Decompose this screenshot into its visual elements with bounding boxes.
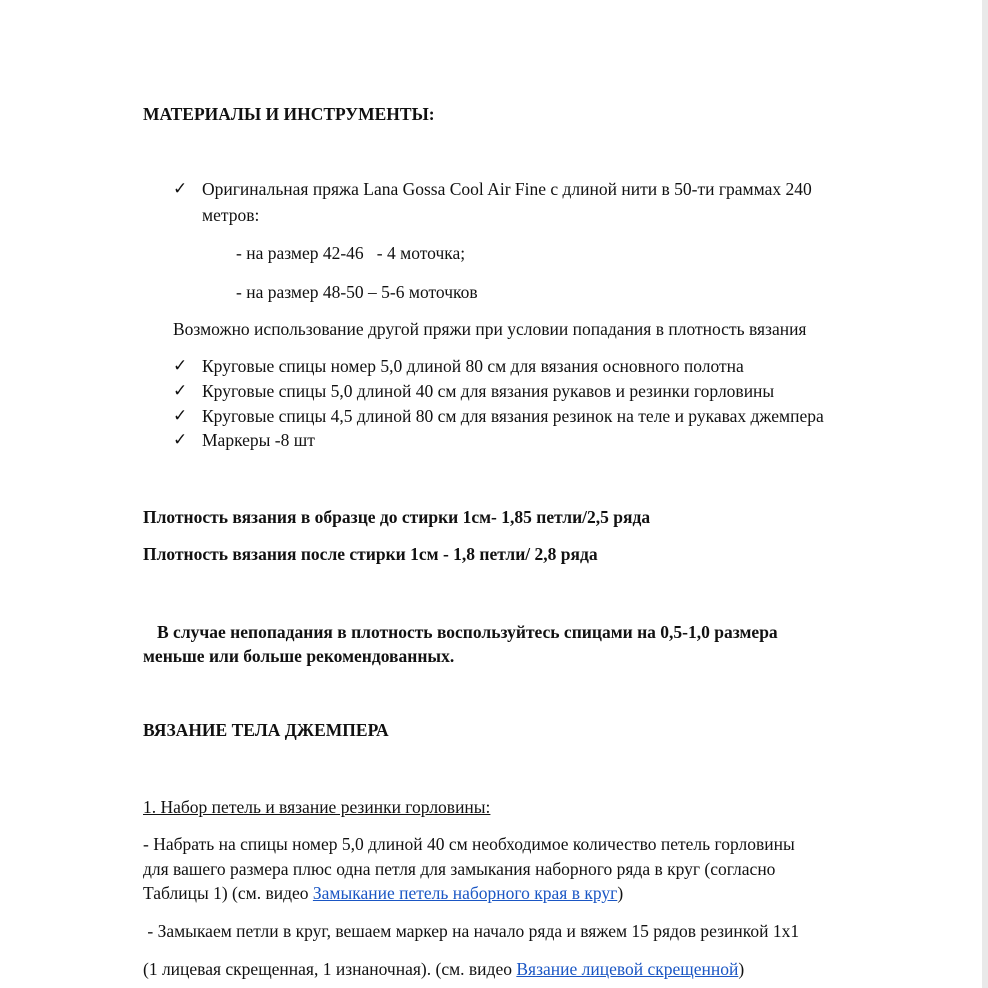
yarn-size2: - на размер 48-50 – 5-6 моточков [236, 282, 478, 302]
video-link-closing-cast-on[interactable]: Замыкание петель наборного края в круг [312, 883, 618, 903]
yarn-line1: Оригинальная пряжа Lana Gossa Cool Air Fine с длиной нити в 50-ти граммах 240 [202, 179, 812, 199]
step1-p2-line2-suffix: ) [738, 959, 745, 979]
warning-line2: меньше или больше рекомендованных. [143, 646, 455, 666]
step1-p1-line2: для вашего размера плюс одна петля для замыкания наборного ряда в круг (согласно [143, 859, 776, 879]
tool-item: Маркеры -8 шт [202, 430, 315, 450]
page-edge [982, 0, 988, 988]
check-icon: ✓ [173, 381, 188, 400]
heading-body: ВЯЗАНИЕ ТЕЛА ДЖЕМПЕРА [143, 720, 389, 740]
yarn-line2: метров: [202, 205, 260, 225]
check-icon: ✓ [173, 179, 188, 198]
step1-p2-line2 [143, 957, 744, 981]
density-after: Плотность вязания после стирки 1см - 1,8 петли/ 2,8 ряда [143, 544, 598, 564]
tool-item: Круговые спицы номер 5,0 длиной 80 см для вязания основного полотна [202, 356, 744, 376]
check-icon: ✓ [173, 430, 188, 449]
step1-p1-line3 [143, 881, 623, 905]
step1-p1-line1: - Набрать на спицы номер 5,0 длиной 40 см необходимое количество петель горловины [143, 834, 795, 854]
check-icon: ✓ [173, 356, 188, 375]
step1-title: 1. Набор петель и вязание резинки горловины: [143, 797, 491, 817]
density-before: Плотность вязания в образце до стирки 1см- 1,85 петли/2,5 ряда [143, 507, 651, 527]
step1-p1-line3-suffix: ) [617, 883, 624, 903]
alt-yarn-note: Возможно использование другой пряжи при условии попадания в плотность вязания [173, 319, 807, 339]
tool-item: Круговые спицы 4,5 длиной 80 см для вязания резинок на теле и рукавах джемпера [202, 406, 824, 426]
video-link-crossed-knit[interactable]: Вязание лицевой скрещенной [516, 959, 739, 979]
tool-item: Круговые спицы 5,0 длиной 40 см для вязания рукавов и резинки горловины [202, 381, 775, 401]
heading-materials: МАТЕРИАЛЫ И ИНСТРУМЕНТЫ: [143, 104, 435, 124]
step1-p2-line1: - Замыкаем петли в круг, вешаем маркер на начало ряда и вяжем 15 рядов резинкой 1х1 [143, 921, 800, 941]
step1-p1-line3-prefix: Таблицы 1) (см. видео [143, 883, 313, 903]
check-icon: ✓ [173, 406, 188, 425]
step1-p2-line2-prefix: (1 лицевая скрещенная, 1 изнаночная). (см. видео [143, 959, 517, 979]
warning-line1: В случае непопадания в плотность воспользуйтесь спицами на 0,5-1,0 размера [157, 622, 778, 642]
yarn-size1: - на размер 42-46 - 4 моточка; [236, 243, 466, 263]
